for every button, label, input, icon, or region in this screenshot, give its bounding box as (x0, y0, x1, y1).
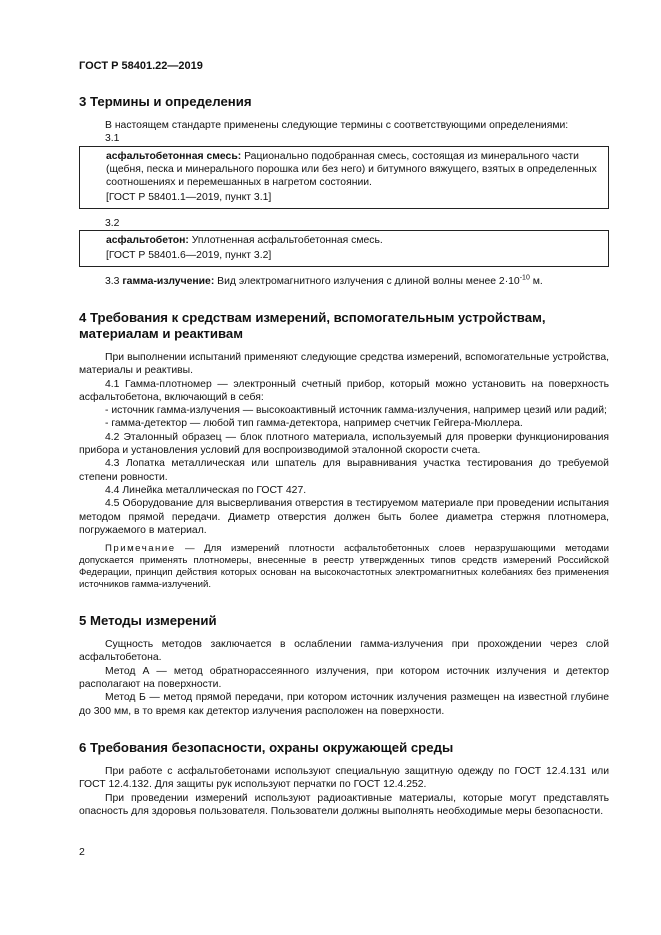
term-3-2-number: 3.2 (105, 217, 120, 229)
term-3-1-text: Рационально подобранная смесь, состоящая из минерального части (щебня, песка и минерального порошка или без него) и битумного вяжущего, взятых в определенных соотношениях и перемешанных в нагретом состоянии. (106, 150, 597, 189)
note-label: Примечание (105, 543, 176, 555)
page-content (79, 94, 609, 818)
term-3-2-box (79, 230, 609, 267)
term-3-3-term: гамма-излучение: (122, 275, 215, 287)
term-3-1-reference: [ГОСТ Р 58401.1—2019, пункт 3.1] (106, 192, 272, 204)
section-4-note (79, 543, 609, 591)
term-3-1-number: 3.1 (105, 133, 120, 145)
section-6-radiation: При проведении измерений используют радиоактивные материалы, которые могут представлять опасность для здоровья пользователя. Пользователи должны выполнять необходимые меры безопасности. (79, 792, 609, 817)
term-3-1-definition (106, 150, 604, 190)
item-4-1: 4.1 Гамма-плотномер — электронный счетный прибор, который можно установить на поверхность асфальтобетона, включающий в себя: (79, 378, 609, 403)
method-a: Метод А — метод обратнорассеянного излучения, при котором источник излучения и детектор располагают на поверхности. (79, 665, 609, 691)
term-3-3-unit: м. (529, 275, 543, 287)
section-5-title: 5 Методы измерений (79, 613, 217, 629)
item-4-1-detector: - гамма-детектор — любой тип гамма-детектора, например счетчик Гейгера-Мюллера. (105, 418, 523, 430)
section-4-title: 4 Требования к средствам измерений, вспомогательным устройствам, материалам и реактивам (79, 309, 546, 341)
term-3-2-term: асфальтобетон: (106, 235, 189, 247)
note-text: — Для измерений плотности асфальтобетонных слоев неразрушающими методами допускается применять плотномеры, внесенные в реестр утвержденных типов средств измерений Российской Федерации, принцип действия которых основан на высокочастотных электромагнитных колебаниях без применения источников гамма-излучений. (79, 543, 609, 591)
method-b: Метод Б — метод прямой передачи, при котором источник излучения размещен на известной глубине до 300 мм, в то время как детектор излучения расположен на поверхности. (79, 692, 609, 717)
term-3-2-text: Уплотненная асфальтобетонная смесь. (188, 235, 383, 247)
item-4-5: 4.5 Оборудование для высверливания отверстия в тестируемом материале при проведении испытания методом прямой передачи. Диаметр отверстия должен быть более диаметра стержня плотномера, погружаемого в материал. (79, 498, 609, 536)
item-4-3: 4.3 Лопатка металлическая или шпатель для выравнивания участка тестирования до требуемой степени ровности. (79, 458, 609, 483)
item-4-1-source: - источник гамма-излучения — высокоактивный источник гамма-излучения, например цезий или радий; (105, 405, 607, 417)
section-4-intro: При выполнении испытаний применяют следующие средства измерений, вспомогательные устройства, материалы и реактивы. (79, 351, 609, 377)
section-3-title: 3 Термины и определения (79, 94, 252, 109)
section-3-intro: В настоящем стандарте применены следующие термины с соответствующими определениями: (105, 120, 569, 131)
document-header: ГОСТ Р 58401.22—2019 (79, 60, 203, 72)
term-3-3-exponent: -10 (519, 274, 530, 282)
term-3-3 (79, 275, 609, 288)
term-3-1-box (79, 146, 609, 209)
item-4-2: 4.2 Эталонный образец — блок плотного материала, используемый для проверки функционирования прибора и установления условий для воспроизводимой эталонной скорости счета. (79, 431, 609, 457)
section-6-title: 6 Требования безопасности, охраны окружающей среды (79, 739, 454, 755)
section-6-clothing: При работе с асфальтобетонами используют специальную защитную одежду по ГОСТ 12.4.131 или ГОСТ 12.4.132. Для защиты рук используют перчатки по ГОСТ 12.4.252. (79, 765, 609, 791)
term-3-3-text: Вид электромагнитного излучения с длиной волны менее 2·10 (214, 275, 520, 287)
term-3-2-definition (106, 234, 604, 247)
section-5-intro: Сущность методов заключается в ослаблении гамма-излучения при прохождении через слой асфальтобетона. (79, 639, 609, 664)
term-3-1-term: асфальтобетонная смесь: (106, 150, 242, 162)
term-3-3-number: 3.3 (105, 275, 123, 287)
term-3-2-reference: [ГОСТ Р 58401.6—2019, пункт 3.2] (106, 250, 272, 262)
page-number: 2 (79, 846, 85, 858)
item-4-4: 4.4 Линейка металлическая по ГОСТ 427. (105, 484, 307, 496)
